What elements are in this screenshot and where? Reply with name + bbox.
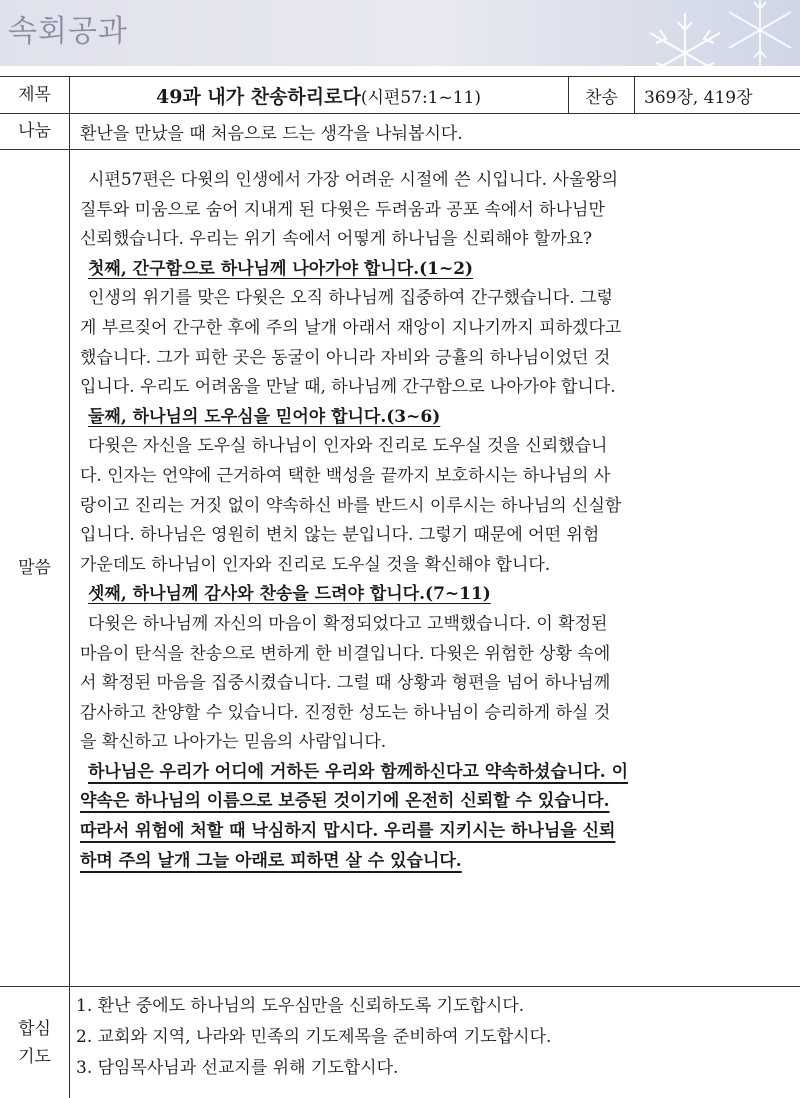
intro-line: 질투와 미움으로 숨어 지내게 된 다윗은 두려움과 공포 속에서 하나님만 xyxy=(80,199,605,220)
snowflake-icon xyxy=(640,8,730,66)
prayer-label xyxy=(0,987,70,1098)
subject-label: 제목 xyxy=(0,77,70,113)
prayer-item: 3. 담임목사님과 선교지를 위해 기도합시다. xyxy=(76,1058,399,1078)
point-line: 다윗은 자신을 도우실 하나님이 인자와 진리로 도우실 것을 신뢰했습니 xyxy=(88,436,608,457)
point-heading-3: 셋째, 하나님께 감사와 찬송을 드려야 합니다.(7~11) xyxy=(88,584,491,605)
sharing-question: 환난을 만났을 때 처음으로 드는 생각을 나눠봅시다. xyxy=(80,123,463,144)
intro-line: 신뢰했습니다. 우리는 위기 속에서 어떻게 하나님을 신뢰해야 할까요? xyxy=(80,229,593,250)
conclusion-line: 약속은 하나님의 이름으로 보증된 것이기에 온전히 신뢰할 수 있습니다. xyxy=(80,791,610,812)
point-line: 가운데도 하나님이 인자와 진리로 도우실 것을 확신해야 합니다. xyxy=(80,554,551,575)
point-line: 다윗은 하나님께 자신의 마음이 확정되었다고 고백했습니다. 이 확정된 xyxy=(88,613,608,634)
header-banner xyxy=(0,0,800,66)
prayer-item: 1. 환난 중에도 하나님의 도우심만을 신뢰하도록 기도합시다. xyxy=(76,996,525,1016)
word-body xyxy=(80,166,792,876)
hymn-label: 찬송 xyxy=(569,77,635,113)
prayer-label-line: 합심 xyxy=(18,1018,51,1039)
scripture-reference: (시편57:1~11) xyxy=(360,87,482,108)
sharing-row xyxy=(0,113,800,150)
point-line: 감사하고 찬양할 수 있습니다. 진정한 성도는 하나님이 승리하게 하실 것 xyxy=(80,702,611,723)
sharing-label: 나눔 xyxy=(0,113,70,149)
word-label: 말씀 xyxy=(0,150,70,986)
point-line: 을 확신하고 나아가는 믿음의 사람입니다. xyxy=(80,732,387,753)
point-line: 게 부르짖어 간구한 후에 주의 날개 아래서 재앙이 지나기까지 피하겠다고 xyxy=(80,317,622,338)
point-line: 랑이고 진리는 거짓 없이 약속하신 바를 반드시 이루시는 하나님의 신실함 xyxy=(80,495,622,516)
lesson-sheet xyxy=(0,76,800,1098)
subject-cell xyxy=(69,77,569,113)
point-line: 입니다. 하나님은 영원히 변치 않는 분입니다. 그렇기 때문에 어떤 위험 xyxy=(80,525,600,546)
conclusion-line: 따라서 위험에 처할 때 낙심하지 맙시다. 우리를 지키시는 하나님을 신뢰 xyxy=(80,821,616,842)
prayer-row xyxy=(0,987,800,1098)
snowflake-icon xyxy=(720,0,800,66)
prayer-list xyxy=(76,991,551,1084)
point-line: 인생의 위기를 맞은 다윗은 오직 하나님께 집중하여 간구했습니다. 그렇 xyxy=(88,288,613,309)
point-line: 입니다. 우리도 어려움을 만날 때, 하나님께 간구함으로 나아가야 합니다. xyxy=(80,377,616,398)
header-title: 속회공과 xyxy=(8,14,128,49)
point-line: 다. 인자는 언약에 근거하여 택한 백성을 끝까지 보호하시는 하나님의 사 xyxy=(80,465,611,486)
point-heading-2: 둘째, 하나님의 도우심을 믿어야 합니다.(3~6) xyxy=(88,406,441,427)
subject-row xyxy=(0,76,800,114)
conclusion-line: 하며 주의 날개 그늘 아래로 피하면 살 수 있습니다. xyxy=(80,850,462,871)
intro-line: 시편57편은 다윗의 인생에서 가장 어려운 시절에 쓴 시입니다. 사울왕의 xyxy=(88,170,619,190)
word-row xyxy=(0,150,800,987)
prayer-item: 2. 교회와 지역, 나라와 민족의 기도제목을 준비하여 기도합시다. xyxy=(76,1027,552,1047)
prayer-label-line: 기도 xyxy=(18,1046,51,1067)
point-line: 마음이 탄식을 찬송으로 변하게 한 비결입니다. 다윗은 위험한 상황 속에 xyxy=(80,643,611,664)
point-line: 서 확정된 마음을 집중시켰습니다. 그럴 때 상황과 형편을 넘어 하나님께 xyxy=(80,673,611,694)
point-heading-1: 첫째, 간구함으로 하나님께 나아가야 합니다.(1~2) xyxy=(88,258,474,279)
lesson-title: 49과 내가 찬송하리로다 xyxy=(155,85,361,108)
point-line: 했습니다. 그가 피한 곳은 동굴이 아니라 자비와 긍휼의 하나님이었던 것 xyxy=(80,347,611,368)
conclusion-line: 하나님은 우리가 어디에 거하든 우리와 함께하신다고 약속하셨습니다. 이 xyxy=(88,761,629,782)
hymn-numbers: 369장, 419장 xyxy=(644,87,753,108)
